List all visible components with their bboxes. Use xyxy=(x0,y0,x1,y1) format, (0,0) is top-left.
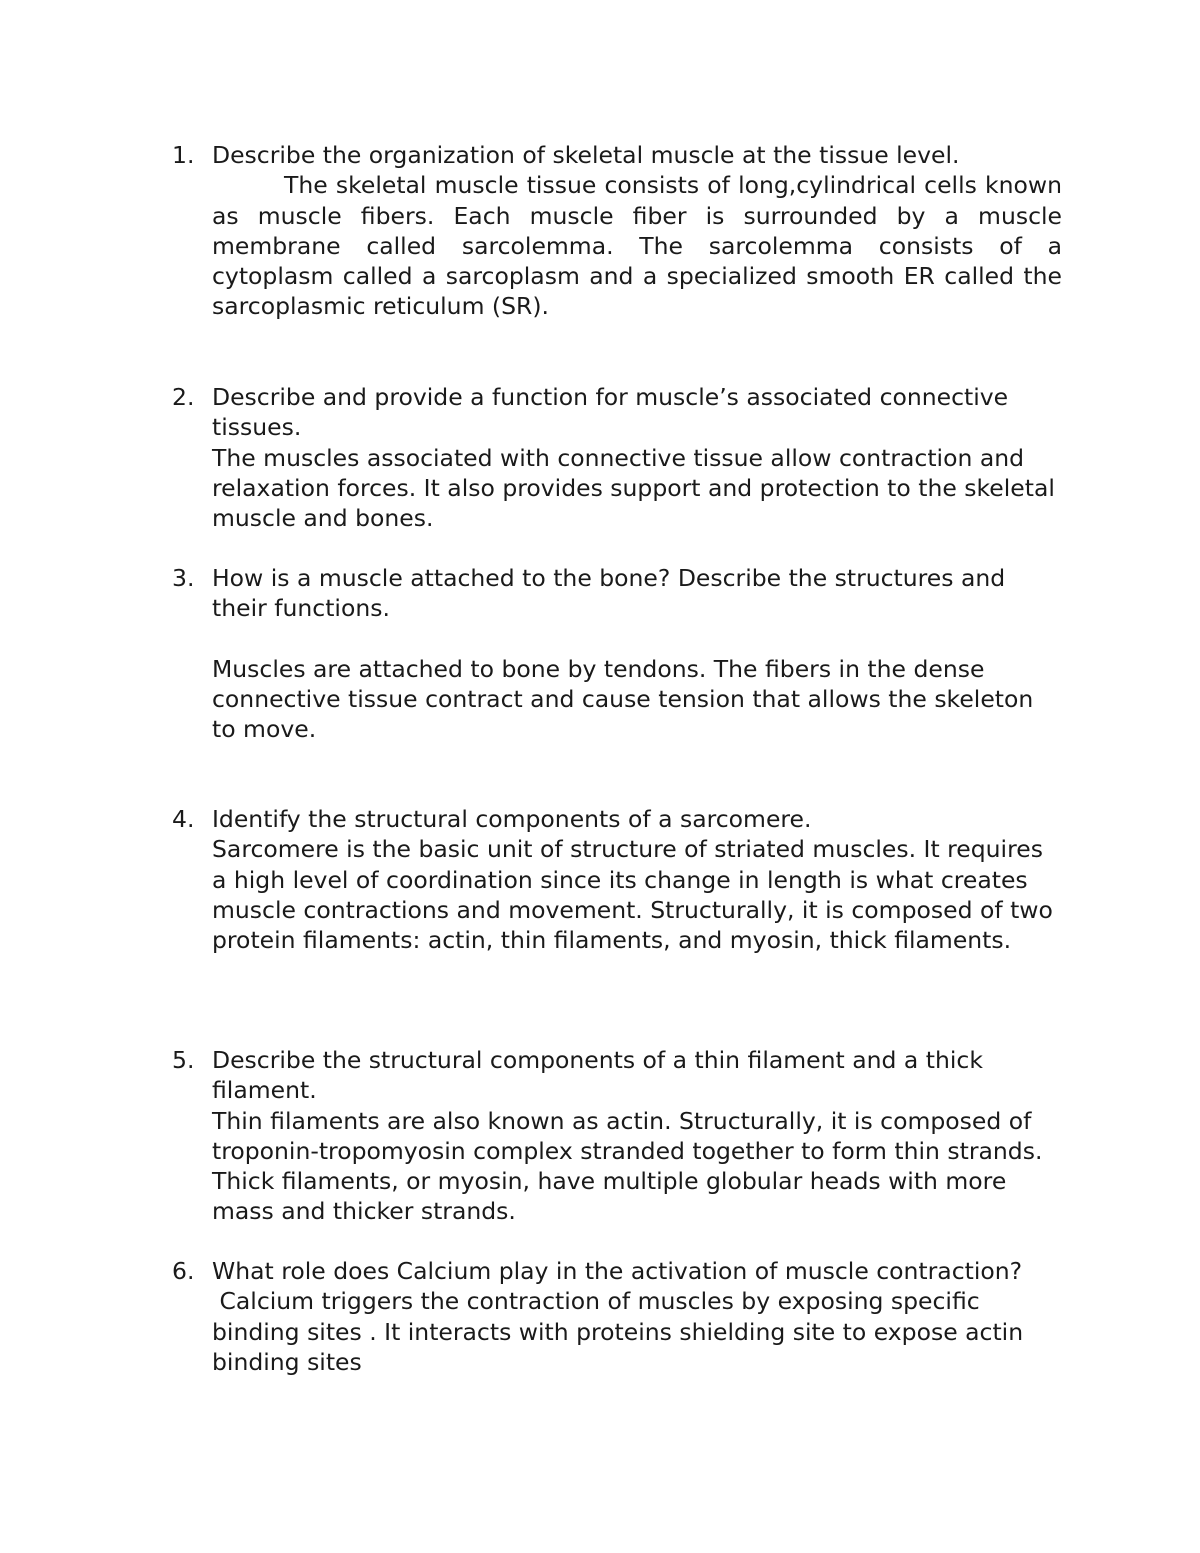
question-number: 4. xyxy=(172,805,195,833)
answer-text: The muscles associated with connective tissue allow contraction and relaxation forces. It also provides support and protection to the skeletal muscle and bones. xyxy=(212,443,1055,533)
question-text: Describe the organization of skeletal muscle at the tissue level. xyxy=(212,141,960,169)
blank-line xyxy=(212,624,1062,654)
answer-text: Thin filaments are also known as actin. Structurally, it is composed of troponin-tropomyosin complex stranded together to form thin strands. Thick filaments, or myosin, have multiple globular heads with more mass and thicker strands. xyxy=(212,1106,1043,1226)
question-text: What role does Calcium play in the activation of muscle contraction? xyxy=(212,1257,1023,1285)
question-number: 3. xyxy=(172,564,195,592)
question-number: 1. xyxy=(172,141,195,169)
question-number: 6. xyxy=(172,1257,195,1285)
answer-text: Sarcomere is the basic unit of structure of striated muscles. It requires a high level of coordination since its change in length is what creates muscle contractions and movement. Structurally, it is composed of two protein filaments: actin, thin filaments, and myosin, thick filaments. xyxy=(212,835,1053,955)
answer-text: Calcium triggers the contraction of muscles by exposing specific binding sites . It interacts with proteins shielding site to expose actin binding sites xyxy=(212,1287,1031,1376)
question-text: Describe and provide a function for muscle’s associated connective tissues. xyxy=(212,383,1009,442)
answer-text: The skeletal muscle tissue consists of long,cylindrical cells known as muscle fibers. Each muscle fiber is surrounded by a muscle membrane called sarcolemma. The sarcolemma consists of a cytoplasm called a sarcoplasm and a specialized smooth ER called the sarcoplasmic reticulum (SR). xyxy=(212,171,1062,321)
question-number: 2. xyxy=(172,383,195,411)
question-text: Identify the structural components of a sarcomere. xyxy=(212,805,812,833)
question-item-5 xyxy=(172,1045,1062,1227)
question-number: 5. xyxy=(172,1046,195,1074)
answer-text: Muscles are attached to bone by tendons. The fibers in the dense connective tissue contract and cause tension that allows the skeleton to move. xyxy=(212,654,1034,744)
question-item-2 xyxy=(172,382,1062,533)
question-item-6 xyxy=(172,1256,1062,1377)
question-text: Describe the structural components of a thin filament and a thick filament. xyxy=(212,1046,983,1105)
question-text: How is a muscle attached to the bone? Describe the structures and their functions. xyxy=(212,564,1006,623)
question-item-4 xyxy=(172,804,1062,955)
question-item-1 xyxy=(172,140,1062,322)
question-item-3 xyxy=(172,563,1062,745)
